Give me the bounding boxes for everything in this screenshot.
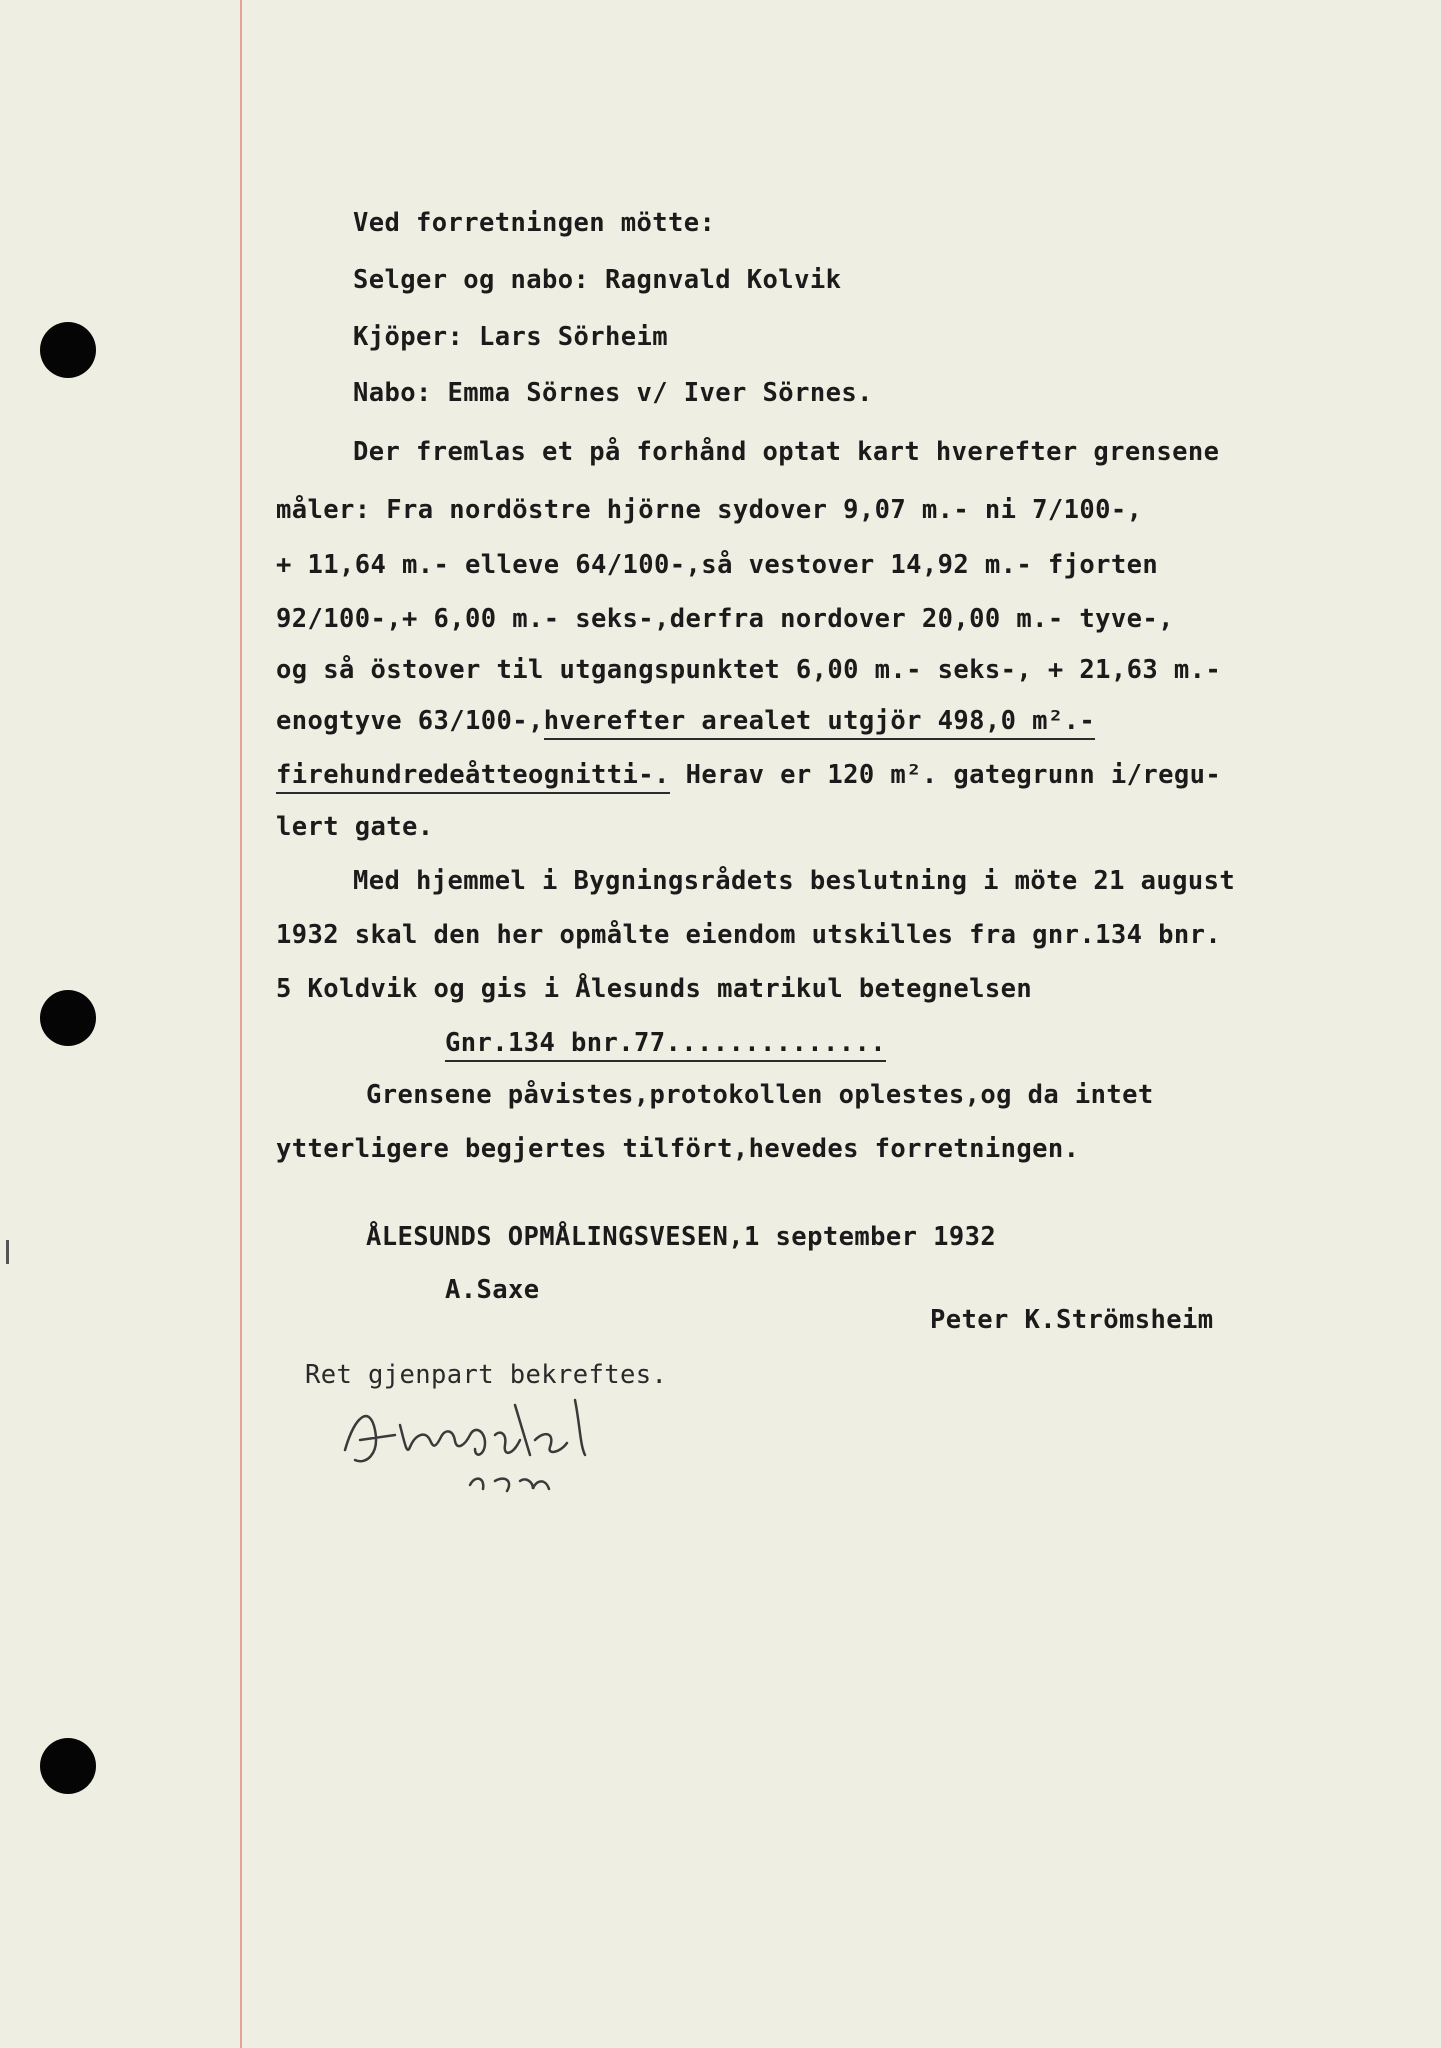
margin-line [240,0,242,2048]
text-line: og så östover til utgangspunktet 6,00 m.- seks-, + 21,63 m.- [276,655,1222,685]
text-line: Grensene påvistes,protokollen oplestes,og da intet [366,1080,1154,1110]
text-line: ÅLESUNDS OPMÅLINGSVESEN,1 september 1932 [366,1222,997,1252]
text-line: måler: Fra nordöstre hjörne sydover 9,07 m.- ni 7/100-, [276,495,1143,525]
text-segment: enogtyve 63/100-, [276,706,544,736]
text-segment: Herav er 120 m². gategrunn i/regu- [669,760,1222,790]
text-line: Ved forretningen mötte: [353,208,716,238]
text-line: 92/100-,+ 6,00 m.- seks-,derfra nordover 20,00 m.- tyve-, [276,604,1174,634]
text-line: Peter K.Strömsheim [930,1305,1214,1335]
text-line [276,706,1095,736]
text-line [276,760,1221,790]
underlined-text: Gnr.134 bnr.77.............. [445,1028,886,1062]
punch-hole [40,322,96,378]
text-line: Kjöper: Lars Sörheim [353,322,669,352]
punch-hole [40,1738,96,1794]
handwritten-signature [335,1385,735,1515]
text-line: A.Saxe [445,1275,540,1305]
text-line [445,1028,886,1058]
text-line: Ret gjenpart bekreftes. [305,1360,668,1390]
punch-hole [40,990,96,1046]
text-line: lert gate. [276,812,434,842]
text-line: Selger og nabo: Ragnvald Kolvik [353,265,842,295]
text-line: 5 Koldvik og gis i Ålesunds matrikul betegnelsen [276,974,1033,1004]
text-line: + 11,64 m.- elleve 64/100-,så vestover 14,92 m.- fjorten [276,550,1159,580]
edge-mark [6,1240,9,1264]
text-line: Nabo: Emma Sörnes v/ Iver Sörnes. [353,378,873,408]
underlined-text: firehundredeåtteognitti-. [276,760,670,794]
text-line: ytterligere begjertes tilfört,hevedes forretningen. [276,1134,1080,1164]
text-line: Med hjemmel i Bygningsrådets beslutning i möte 21 august [353,866,1236,896]
text-line: Der fremlas et på forhånd optat kart hverefter grensene [353,437,1220,467]
underlined-text: hverefter arealet utgjör 498,0 m².- [544,706,1095,740]
text-line: 1932 skal den her opmålte eiendom utskilles fra gnr.134 bnr. [276,920,1222,950]
